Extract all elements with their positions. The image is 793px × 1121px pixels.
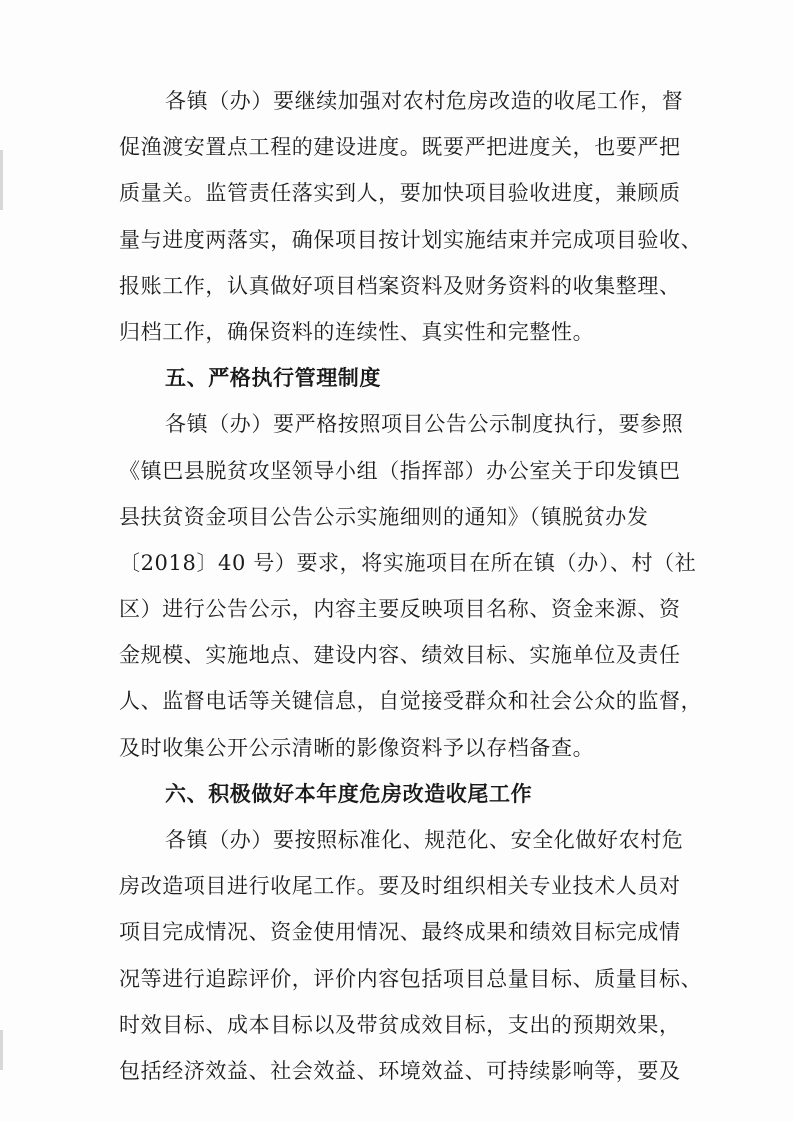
paragraph-line: 房改造项目进行收尾工作。要及时组织相关专业技术人员对 bbox=[119, 874, 681, 899]
paragraph-line: 促渔渡安置点工程的建设进度。既要严把进度关，也要严把 bbox=[119, 135, 681, 160]
paragraph-first-line: 各镇（办）要按照标准化、规范化、安全化做好农村危 bbox=[165, 828, 684, 852]
paragraph-line: 金规模、实施地点、建设内容、绩效目标、实施单位及责任 bbox=[119, 643, 681, 668]
paragraph-first-line: 各镇（办）要严格按照项目公告公示制度执行，要参照 bbox=[165, 412, 684, 437]
paragraph-first-line: 各镇（办）要继续加强对农村危房改造的收尾工作，督 bbox=[165, 89, 684, 113]
paragraph-line: 况等进行追踪评价，评价内容包括项目总量目标、质量目标、 bbox=[119, 966, 703, 991]
scan-edge-mark bbox=[0, 150, 3, 210]
document-body bbox=[119, 78, 703, 1094]
paragraph-line: 〔2018〕40 号）要求，将实施项目在所在镇（办）、村（社 bbox=[119, 550, 697, 575]
paragraph-line: 报账工作，认真做好项目档案资料及财务资料的收集整理、 bbox=[119, 273, 681, 298]
paragraph-line: 人、监督电话等关键信息，自觉接受群众和社会公众的监督， bbox=[119, 689, 703, 714]
paragraph-line: 归档工作，确保资料的连续性、真实性和完整性。 bbox=[119, 319, 595, 344]
paragraph-line: 《镇巴县脱贫攻坚领导小组（指挥部）办公室关于印发镇巴 bbox=[119, 458, 681, 483]
section-heading: 五、严格执行管理制度 bbox=[165, 366, 381, 391]
scan-edge-mark bbox=[0, 1030, 3, 1070]
paragraph-line: 包括经济效益、社会效益、环境效益、可持续影响等，要及 bbox=[119, 1058, 681, 1083]
paragraph-line: 项目完成情况、资金使用情况、最终成果和绩效目标完成情 bbox=[119, 920, 681, 945]
section-heading: 六、积极做好本年度危房改造收尾工作 bbox=[165, 781, 533, 806]
paragraph-line: 及时收集公开公示清晰的影像资料予以存档备查。 bbox=[119, 735, 595, 760]
paragraph-line: 区）进行公告公示，内容主要反映项目名称、资金来源、资 bbox=[119, 597, 681, 622]
paragraph-line: 县扶贫资金项目公告公示实施细则的通知》（镇脱贫办发 bbox=[119, 504, 649, 529]
paragraph-line: 质量关。监管责任落实到人，要加快项目验收进度，兼顾质 bbox=[119, 181, 681, 206]
paragraph-line: 时效目标、成本目标以及带贫成效目标，支出的预期效果， bbox=[119, 1012, 681, 1037]
paragraph-line: 量与进度两落实，确保项目按计划实施结束并完成项目验收、 bbox=[119, 227, 703, 252]
